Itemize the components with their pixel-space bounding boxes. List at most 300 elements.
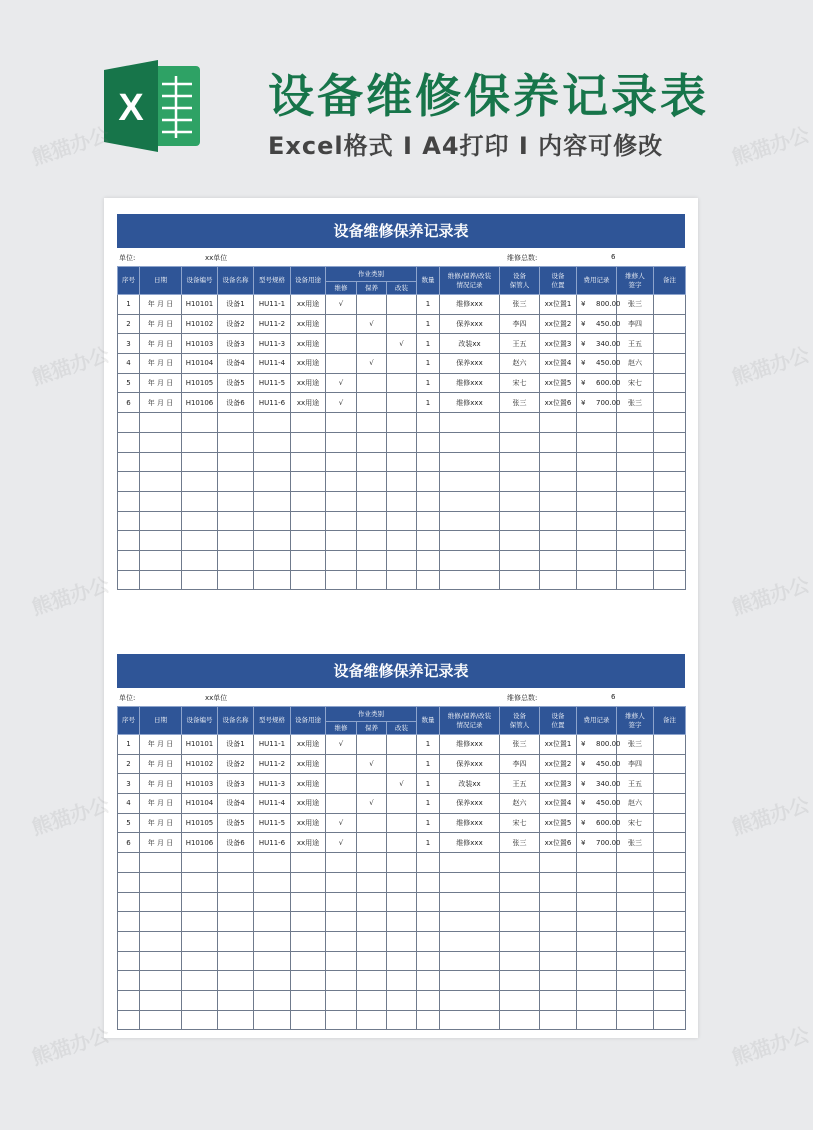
cell-repair xyxy=(326,334,357,354)
empty-cell xyxy=(357,872,387,892)
cell-date: 年 月 日 xyxy=(140,813,182,833)
empty-cell xyxy=(500,550,540,570)
empty-cell xyxy=(218,511,254,531)
empty-cell xyxy=(357,1010,387,1030)
col-usage: 设备用途 xyxy=(291,707,326,735)
empty-cell xyxy=(617,951,654,971)
empty-cell xyxy=(254,912,291,932)
cell-remark xyxy=(654,295,686,315)
cell-qty: 1 xyxy=(417,393,440,413)
empty-cell xyxy=(140,531,182,551)
empty-cell xyxy=(254,531,291,551)
cell-usage: xx用途 xyxy=(291,393,326,413)
empty-cell xyxy=(617,570,654,590)
empty-cell xyxy=(440,511,500,531)
empty-cell xyxy=(617,432,654,452)
empty-cell xyxy=(291,971,326,991)
empty-cell xyxy=(577,951,617,971)
cell-model: HU11-2 xyxy=(254,754,291,774)
empty-row xyxy=(118,853,686,873)
empty-cell xyxy=(182,472,218,492)
table-row xyxy=(118,813,686,833)
cell-model: HU11-3 xyxy=(254,334,291,354)
empty-cell xyxy=(182,971,218,991)
record-table xyxy=(117,266,686,590)
empty-row xyxy=(118,951,686,971)
table-row xyxy=(118,794,686,814)
cell-repair: √ xyxy=(326,393,357,413)
cell-code: H10106 xyxy=(182,393,218,413)
empty-cell xyxy=(417,550,440,570)
table-row xyxy=(118,314,686,334)
empty-cell xyxy=(577,892,617,912)
cell-qty: 1 xyxy=(417,735,440,755)
cell-location: xx位置4 xyxy=(540,354,577,374)
cell-maintain xyxy=(357,334,387,354)
cell-remark xyxy=(654,774,686,794)
empty-cell xyxy=(617,1010,654,1030)
empty-cell xyxy=(118,531,140,551)
empty-cell xyxy=(617,452,654,472)
empty-cell xyxy=(326,511,357,531)
empty-cell xyxy=(182,452,218,472)
document-paper xyxy=(104,198,698,1038)
empty-cell xyxy=(387,432,417,452)
empty-cell xyxy=(291,432,326,452)
cell-date: 年 月 日 xyxy=(140,774,182,794)
cell-fee: ¥ 800.00 xyxy=(577,295,617,315)
empty-cell xyxy=(326,472,357,492)
cell-repair xyxy=(326,314,357,334)
empty-cell xyxy=(540,550,577,570)
empty-row xyxy=(118,472,686,492)
cell-remark xyxy=(654,794,686,814)
col-qty: 数量 xyxy=(417,267,440,295)
cell-record: 维修xxx xyxy=(440,373,500,393)
cell-name: 设备3 xyxy=(218,334,254,354)
empty-cell xyxy=(540,1010,577,1030)
cell-qty: 1 xyxy=(417,794,440,814)
cell-qty: 1 xyxy=(417,354,440,374)
empty-cell xyxy=(140,472,182,492)
empty-cell xyxy=(118,872,140,892)
empty-cell xyxy=(326,931,357,951)
cell-repair xyxy=(326,794,357,814)
record-sheet xyxy=(117,214,685,590)
empty-cell xyxy=(500,971,540,991)
empty-cell xyxy=(617,491,654,511)
cell-record: 改装xx xyxy=(440,334,500,354)
cell-fee: ¥ 700.00 xyxy=(577,833,617,853)
cell-maintain: √ xyxy=(357,754,387,774)
col-date: 日期 xyxy=(140,707,182,735)
empty-cell xyxy=(440,853,500,873)
cell-repair xyxy=(326,774,357,794)
cell-maintain xyxy=(357,833,387,853)
empty-cell xyxy=(326,892,357,912)
empty-cell xyxy=(118,511,140,531)
empty-cell xyxy=(440,872,500,892)
empty-cell xyxy=(218,491,254,511)
cell-usage: xx用途 xyxy=(291,295,326,315)
empty-cell xyxy=(357,531,387,551)
col-keeper: 设备 保管人 xyxy=(500,267,540,295)
empty-cell xyxy=(417,531,440,551)
cell-modify: √ xyxy=(387,334,417,354)
yen-sign: ¥ xyxy=(581,779,586,788)
yen-sign: ¥ xyxy=(581,320,586,329)
empty-row xyxy=(118,872,686,892)
empty-cell xyxy=(140,931,182,951)
empty-cell xyxy=(182,550,218,570)
cell-code: H10106 xyxy=(182,833,218,853)
col-location: 设备 位置 xyxy=(540,267,577,295)
cell-location: xx位置2 xyxy=(540,754,577,774)
empty-cell xyxy=(540,971,577,991)
col-remark: 备注 xyxy=(654,267,686,295)
cell-sign: 王五 xyxy=(617,774,654,794)
cell-keeper: 李四 xyxy=(500,314,540,334)
empty-cell xyxy=(500,452,540,472)
cell-fee: ¥ 600.00 xyxy=(577,373,617,393)
empty-cell xyxy=(540,990,577,1010)
empty-cell xyxy=(182,531,218,551)
cell-name: 设备5 xyxy=(218,813,254,833)
cell-maintain xyxy=(357,735,387,755)
cell-date: 年 月 日 xyxy=(140,314,182,334)
cell-keeper: 张三 xyxy=(500,295,540,315)
cell-model: HU11-1 xyxy=(254,735,291,755)
empty-cell xyxy=(387,971,417,991)
empty-cell xyxy=(118,931,140,951)
empty-cell xyxy=(440,912,500,932)
empty-cell xyxy=(654,971,686,991)
empty-cell xyxy=(417,472,440,492)
cell-code: H10104 xyxy=(182,354,218,374)
cell-code: H10103 xyxy=(182,774,218,794)
cell-qty: 1 xyxy=(417,754,440,774)
empty-cell xyxy=(326,550,357,570)
empty-cell xyxy=(118,853,140,873)
table-row xyxy=(118,373,686,393)
cell-keeper: 张三 xyxy=(500,735,540,755)
cell-usage: xx用途 xyxy=(291,794,326,814)
empty-cell xyxy=(440,491,500,511)
empty-cell xyxy=(118,452,140,472)
cell-sign: 赵六 xyxy=(617,794,654,814)
cell-qty: 1 xyxy=(417,774,440,794)
empty-cell xyxy=(118,990,140,1010)
empty-cell xyxy=(500,472,540,492)
empty-row xyxy=(118,491,686,511)
cell-repair: √ xyxy=(326,295,357,315)
empty-cell xyxy=(218,892,254,912)
empty-cell xyxy=(654,472,686,492)
empty-cell xyxy=(118,570,140,590)
cell-model: HU11-6 xyxy=(254,393,291,413)
cell-modify xyxy=(387,735,417,755)
cell-name: 设备6 xyxy=(218,393,254,413)
empty-cell xyxy=(357,971,387,991)
empty-cell xyxy=(140,491,182,511)
total-label: 维修总数: xyxy=(507,694,538,702)
cell-modify xyxy=(387,393,417,413)
yen-sign: ¥ xyxy=(581,339,586,348)
empty-cell xyxy=(417,872,440,892)
empty-cell xyxy=(254,452,291,472)
watermark: 熊猫办公 xyxy=(729,794,813,840)
sheet-info xyxy=(117,248,685,266)
empty-cell xyxy=(218,472,254,492)
cell-record: 维修xxx xyxy=(440,393,500,413)
empty-cell xyxy=(654,912,686,932)
watermark: 熊猫办公 xyxy=(29,1024,113,1070)
empty-cell xyxy=(417,951,440,971)
empty-cell xyxy=(291,892,326,912)
cell-remark xyxy=(654,393,686,413)
empty-cell xyxy=(218,951,254,971)
cell-keeper: 赵六 xyxy=(500,794,540,814)
record-table xyxy=(117,706,686,1030)
empty-cell xyxy=(254,892,291,912)
empty-cell xyxy=(387,990,417,1010)
col-repair: 维修 xyxy=(326,722,357,735)
empty-cell xyxy=(617,971,654,991)
empty-cell xyxy=(617,531,654,551)
empty-cell xyxy=(218,531,254,551)
watermark: 熊猫办公 xyxy=(729,574,813,620)
empty-cell xyxy=(577,472,617,492)
empty-cell xyxy=(540,951,577,971)
cell-code: H10102 xyxy=(182,754,218,774)
cell-code: H10102 xyxy=(182,314,218,334)
cell-record: 保养xxx xyxy=(440,314,500,334)
sheet-info xyxy=(117,688,685,706)
empty-cell xyxy=(654,853,686,873)
cell-repair: √ xyxy=(326,833,357,853)
empty-row xyxy=(118,1010,686,1030)
empty-cell xyxy=(218,912,254,932)
empty-cell xyxy=(254,511,291,531)
cell-modify xyxy=(387,754,417,774)
empty-cell xyxy=(654,531,686,551)
cell-record: 维修xxx xyxy=(440,735,500,755)
unit-label: 单位: xyxy=(119,694,136,702)
cell-repair: √ xyxy=(326,735,357,755)
empty-cell xyxy=(540,472,577,492)
empty-cell xyxy=(617,511,654,531)
empty-cell xyxy=(326,413,357,433)
empty-cell xyxy=(617,413,654,433)
empty-cell xyxy=(500,491,540,511)
table-row xyxy=(118,754,686,774)
excel-logo-icon xyxy=(100,56,204,156)
cell-remark xyxy=(654,334,686,354)
empty-cell xyxy=(140,853,182,873)
empty-cell xyxy=(500,990,540,1010)
total-label: 维修总数: xyxy=(507,254,538,262)
empty-cell xyxy=(357,570,387,590)
watermark: 熊猫办公 xyxy=(29,124,113,170)
empty-cell xyxy=(440,550,500,570)
cell-fee: ¥ 340.00 xyxy=(577,774,617,794)
empty-cell xyxy=(218,432,254,452)
empty-cell xyxy=(254,951,291,971)
cell-modify xyxy=(387,833,417,853)
cell-modify: √ xyxy=(387,774,417,794)
empty-row xyxy=(118,971,686,991)
empty-cell xyxy=(254,491,291,511)
empty-cell xyxy=(654,1010,686,1030)
yen-sign: ¥ xyxy=(581,799,586,808)
empty-row xyxy=(118,931,686,951)
empty-cell xyxy=(577,550,617,570)
empty-cell xyxy=(357,472,387,492)
cell-usage: xx用途 xyxy=(291,754,326,774)
cell-date: 年 月 日 xyxy=(140,833,182,853)
cell-seq: 5 xyxy=(118,373,140,393)
empty-cell xyxy=(140,511,182,531)
empty-row xyxy=(118,452,686,472)
empty-cell xyxy=(577,491,617,511)
cell-record: 维修xxx xyxy=(440,813,500,833)
cell-keeper: 张三 xyxy=(500,833,540,853)
empty-cell xyxy=(387,472,417,492)
cell-date: 年 月 日 xyxy=(140,393,182,413)
record-sheet xyxy=(117,654,685,1030)
empty-cell xyxy=(182,413,218,433)
cell-usage: xx用途 xyxy=(291,354,326,374)
cell-remark xyxy=(654,754,686,774)
cell-model: HU11-1 xyxy=(254,295,291,315)
cell-maintain: √ xyxy=(357,314,387,334)
cell-record: 保养xxx xyxy=(440,794,500,814)
unit-value: xx单位 xyxy=(205,254,228,262)
sheet-title: 设备维修保养记录表 xyxy=(117,654,685,688)
cell-maintain xyxy=(357,774,387,794)
empty-cell xyxy=(500,1010,540,1030)
empty-cell xyxy=(654,491,686,511)
empty-cell xyxy=(577,971,617,991)
empty-cell xyxy=(540,413,577,433)
empty-cell xyxy=(326,432,357,452)
empty-cell xyxy=(254,990,291,1010)
empty-cell xyxy=(417,1010,440,1030)
empty-row xyxy=(118,432,686,452)
empty-cell xyxy=(140,413,182,433)
empty-cell xyxy=(140,951,182,971)
empty-cell xyxy=(387,853,417,873)
cell-date: 年 月 日 xyxy=(140,794,182,814)
empty-cell xyxy=(291,452,326,472)
empty-cell xyxy=(357,432,387,452)
empty-cell xyxy=(387,550,417,570)
empty-cell xyxy=(182,990,218,1010)
empty-cell xyxy=(357,550,387,570)
cell-location: xx位置5 xyxy=(540,813,577,833)
cell-name: 设备2 xyxy=(218,754,254,774)
empty-row xyxy=(118,892,686,912)
empty-cell xyxy=(140,971,182,991)
empty-cell xyxy=(577,853,617,873)
cell-repair: √ xyxy=(326,373,357,393)
empty-cell xyxy=(440,413,500,433)
empty-cell xyxy=(140,912,182,932)
cell-seq: 4 xyxy=(118,794,140,814)
cell-name: 设备4 xyxy=(218,794,254,814)
empty-cell xyxy=(140,432,182,452)
empty-cell xyxy=(218,413,254,433)
empty-cell xyxy=(540,452,577,472)
empty-cell xyxy=(291,951,326,971)
cell-name: 设备3 xyxy=(218,774,254,794)
empty-cell xyxy=(140,872,182,892)
empty-cell xyxy=(357,892,387,912)
empty-cell xyxy=(440,472,500,492)
empty-cell xyxy=(140,1010,182,1030)
cell-sign: 张三 xyxy=(617,735,654,755)
empty-cell xyxy=(326,570,357,590)
empty-cell xyxy=(291,550,326,570)
col-repair: 维修 xyxy=(326,282,357,295)
cell-location: xx位置5 xyxy=(540,373,577,393)
cell-maintain xyxy=(357,813,387,833)
empty-cell xyxy=(617,931,654,951)
empty-cell xyxy=(540,892,577,912)
empty-cell xyxy=(540,872,577,892)
empty-cell xyxy=(577,413,617,433)
empty-cell xyxy=(326,531,357,551)
empty-cell xyxy=(617,472,654,492)
empty-cell xyxy=(357,511,387,531)
watermark: 熊猫办公 xyxy=(729,344,813,390)
cell-seq: 1 xyxy=(118,295,140,315)
empty-cell xyxy=(617,990,654,1010)
empty-cell xyxy=(500,892,540,912)
empty-cell xyxy=(357,912,387,932)
empty-cell xyxy=(654,570,686,590)
empty-cell xyxy=(118,892,140,912)
cell-usage: xx用途 xyxy=(291,813,326,833)
cell-keeper: 王五 xyxy=(500,774,540,794)
col-work-type: 作业类别 xyxy=(326,267,417,282)
empty-cell xyxy=(218,872,254,892)
empty-cell xyxy=(540,931,577,951)
cell-modify xyxy=(387,295,417,315)
cell-modify xyxy=(387,373,417,393)
empty-cell xyxy=(417,892,440,912)
empty-cell xyxy=(387,491,417,511)
yen-sign: ¥ xyxy=(581,740,586,749)
empty-cell xyxy=(440,931,500,951)
empty-cell xyxy=(218,853,254,873)
col-seq: 序号 xyxy=(118,267,140,295)
empty-cell xyxy=(577,872,617,892)
cell-qty: 1 xyxy=(417,373,440,393)
col-maintain: 保养 xyxy=(357,722,387,735)
col-usage: 设备用途 xyxy=(291,267,326,295)
empty-cell xyxy=(326,951,357,971)
empty-cell xyxy=(617,550,654,570)
cell-code: H10101 xyxy=(182,295,218,315)
cell-fee: ¥ 450.00 xyxy=(577,314,617,334)
empty-cell xyxy=(577,570,617,590)
empty-cell xyxy=(326,912,357,932)
cell-record: 维修xxx xyxy=(440,295,500,315)
empty-cell xyxy=(577,912,617,932)
cell-fee: ¥ 800.00 xyxy=(577,735,617,755)
empty-row xyxy=(118,531,686,551)
